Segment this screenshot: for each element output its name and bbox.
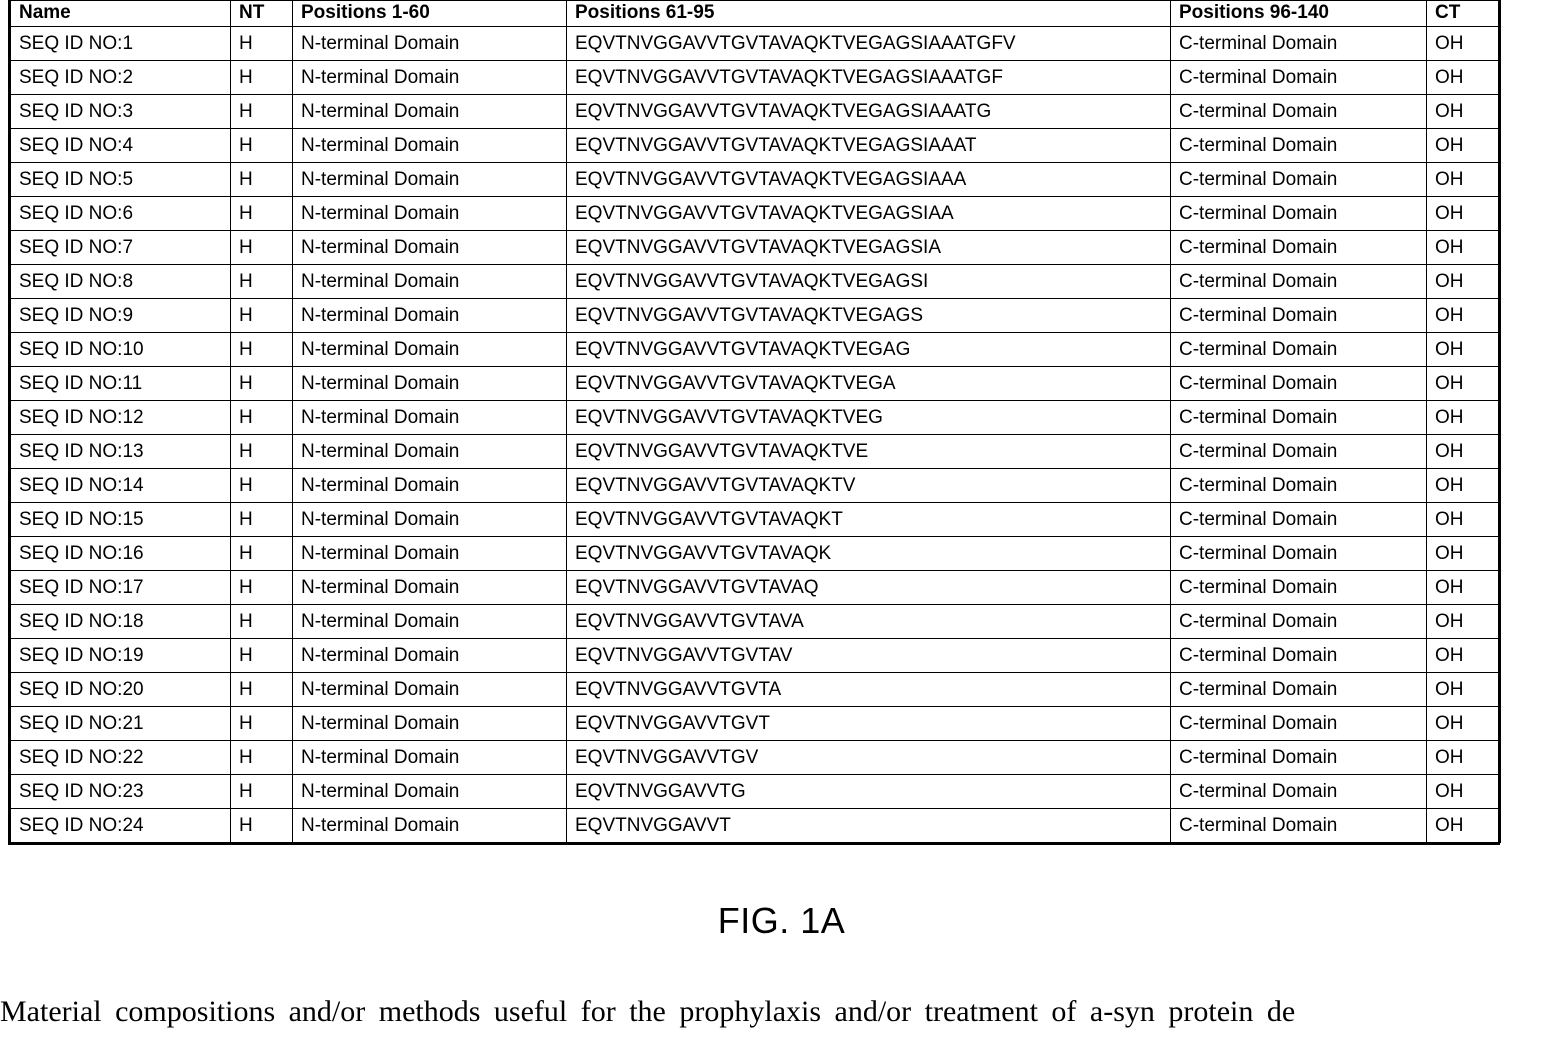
table-header-row (11, 1, 1501, 27)
cell-positions-61-95: EQVTNVGGAVVTGVTAVAQKTVEGAGSIAA (567, 197, 1171, 231)
cell-positions-96-140: C-terminal Domain (1171, 163, 1427, 197)
column-header-positions-96-140: Positions 96-140 (1171, 1, 1427, 27)
cell-positions-1-60: N-terminal Domain (293, 469, 567, 503)
cell-positions-1-60: N-terminal Domain (293, 605, 567, 639)
cell-positions-1-60: N-terminal Domain (293, 571, 567, 605)
cell-name: SEQ ID NO:8 (11, 265, 231, 299)
cell-nt: H (231, 809, 293, 843)
cell-ct: OH (1427, 95, 1501, 129)
cell-ct: OH (1427, 163, 1501, 197)
cell-ct: OH (1427, 435, 1501, 469)
cell-positions-1-60: N-terminal Domain (293, 673, 567, 707)
table-row (11, 571, 1501, 605)
table-row (11, 639, 1501, 673)
cell-name: SEQ ID NO:15 (11, 503, 231, 537)
cell-ct: OH (1427, 639, 1501, 673)
cell-positions-61-95: EQVTNVGGAVVT (567, 809, 1171, 843)
cell-positions-61-95: EQVTNVGGAVVTGVTAVAQKTVEG (567, 401, 1171, 435)
cell-nt: H (231, 741, 293, 775)
cell-ct: OH (1427, 503, 1501, 537)
cell-positions-96-140: C-terminal Domain (1171, 231, 1427, 265)
table-row (11, 741, 1501, 775)
cell-nt: H (231, 129, 293, 163)
cell-name: SEQ ID NO:12 (11, 401, 231, 435)
cell-name: SEQ ID NO:17 (11, 571, 231, 605)
cell-positions-61-95: EQVTNVGGAVVTGVTAVAQKTVEGAGSIAAATGFV (567, 27, 1171, 61)
cell-positions-1-60: N-terminal Domain (293, 231, 567, 265)
cell-positions-96-140: C-terminal Domain (1171, 265, 1427, 299)
cell-positions-1-60: N-terminal Domain (293, 61, 567, 95)
cell-name: SEQ ID NO:5 (11, 163, 231, 197)
cell-nt: H (231, 673, 293, 707)
cell-positions-1-60: N-terminal Domain (293, 367, 567, 401)
table-row (11, 503, 1501, 537)
cell-name: SEQ ID NO:6 (11, 197, 231, 231)
cell-ct: OH (1427, 299, 1501, 333)
cell-positions-1-60: N-terminal Domain (293, 95, 567, 129)
table-row (11, 129, 1501, 163)
cell-positions-1-60: N-terminal Domain (293, 707, 567, 741)
cell-ct: OH (1427, 61, 1501, 95)
table-row (11, 61, 1501, 95)
table-row (11, 367, 1501, 401)
cell-name: SEQ ID NO:10 (11, 333, 231, 367)
cell-positions-96-140: C-terminal Domain (1171, 639, 1427, 673)
cell-ct: OH (1427, 129, 1501, 163)
cell-nt: H (231, 707, 293, 741)
cell-name: SEQ ID NO:23 (11, 775, 231, 809)
cell-positions-61-95: EQVTNVGGAVVTGVT (567, 707, 1171, 741)
cell-positions-61-95: EQVTNVGGAVVTGVTAV (567, 639, 1171, 673)
cell-positions-1-60: N-terminal Domain (293, 333, 567, 367)
cell-positions-61-95: EQVTNVGGAVVTGV (567, 741, 1171, 775)
cell-positions-1-60: N-terminal Domain (293, 503, 567, 537)
cell-positions-61-95: EQVTNVGGAVVTGVTAVAQKT (567, 503, 1171, 537)
cell-nt: H (231, 639, 293, 673)
cell-nt: H (231, 333, 293, 367)
cell-name: SEQ ID NO:1 (11, 27, 231, 61)
cell-positions-96-140: C-terminal Domain (1171, 367, 1427, 401)
cell-nt: H (231, 27, 293, 61)
cell-nt: H (231, 775, 293, 809)
cell-positions-1-60: N-terminal Domain (293, 401, 567, 435)
cell-name: SEQ ID NO:19 (11, 639, 231, 673)
cell-nt: H (231, 265, 293, 299)
figure-caption: FIG. 1A (717, 900, 846, 941)
cell-positions-96-140: C-terminal Domain (1171, 27, 1427, 61)
cell-positions-96-140: C-terminal Domain (1171, 299, 1427, 333)
table-row (11, 469, 1501, 503)
column-header-positions-61-95: Positions 61-95 (567, 1, 1171, 27)
column-header-name: Name (11, 1, 231, 27)
cell-positions-61-95: EQVTNVGGAVVTGVTAVAQKTVEGAGSIAAATGF (567, 61, 1171, 95)
cell-name: SEQ ID NO:24 (11, 809, 231, 843)
cell-positions-96-140: C-terminal Domain (1171, 401, 1427, 435)
cell-positions-96-140: C-terminal Domain (1171, 673, 1427, 707)
cell-ct: OH (1427, 775, 1501, 809)
cell-ct: OH (1427, 605, 1501, 639)
cell-positions-1-60: N-terminal Domain (293, 129, 567, 163)
cell-ct: OH (1427, 809, 1501, 843)
cell-positions-61-95: EQVTNVGGAVVTGVTAVAQKTV (567, 469, 1171, 503)
cell-positions-61-95: EQVTNVGGAVVTGVTAVAQKTVEGA (567, 367, 1171, 401)
cell-positions-96-140: C-terminal Domain (1171, 129, 1427, 163)
sequence-table-container (8, 0, 1500, 845)
cell-positions-1-60: N-terminal Domain (293, 741, 567, 775)
cell-ct: OH (1427, 231, 1501, 265)
cell-positions-1-60: N-terminal Domain (293, 435, 567, 469)
cell-positions-96-140: C-terminal Domain (1171, 707, 1427, 741)
cell-positions-96-140: C-terminal Domain (1171, 571, 1427, 605)
cell-ct: OH (1427, 571, 1501, 605)
cell-positions-1-60: N-terminal Domain (293, 809, 567, 843)
table-body (11, 27, 1501, 843)
cell-nt: H (231, 469, 293, 503)
cell-positions-96-140: C-terminal Domain (1171, 537, 1427, 571)
cell-ct: OH (1427, 707, 1501, 741)
cell-name: SEQ ID NO:16 (11, 537, 231, 571)
cell-nt: H (231, 503, 293, 537)
cell-positions-61-95: EQVTNVGGAVVTGVTAVAQKTVEGAGSIAAA (567, 163, 1171, 197)
cell-name: SEQ ID NO:4 (11, 129, 231, 163)
table-row (11, 809, 1501, 843)
cell-name: SEQ ID NO:13 (11, 435, 231, 469)
cell-nt: H (231, 435, 293, 469)
cell-positions-96-140: C-terminal Domain (1171, 333, 1427, 367)
cell-positions-61-95: EQVTNVGGAVVTGVTAVA (567, 605, 1171, 639)
cell-positions-1-60: N-terminal Domain (293, 299, 567, 333)
cell-positions-1-60: N-terminal Domain (293, 27, 567, 61)
cell-positions-1-60: N-terminal Domain (293, 537, 567, 571)
cell-positions-1-60: N-terminal Domain (293, 775, 567, 809)
cell-positions-96-140: C-terminal Domain (1171, 809, 1427, 843)
table-row (11, 265, 1501, 299)
cell-nt: H (231, 367, 293, 401)
cell-nt: H (231, 95, 293, 129)
table-row (11, 435, 1501, 469)
cell-ct: OH (1427, 367, 1501, 401)
cell-nt: H (231, 231, 293, 265)
cell-positions-61-95: EQVTNVGGAVVTGVTAVAQKTVEGAG (567, 333, 1171, 367)
cell-positions-1-60: N-terminal Domain (293, 639, 567, 673)
table-row (11, 605, 1501, 639)
cell-positions-96-140: C-terminal Domain (1171, 469, 1427, 503)
cell-positions-61-95: EQVTNVGGAVVTGVTAVAQK (567, 537, 1171, 571)
cell-nt: H (231, 537, 293, 571)
cell-nt: H (231, 401, 293, 435)
cell-ct: OH (1427, 265, 1501, 299)
cell-positions-61-95: EQVTNVGGAVVTGVTAVAQ (567, 571, 1171, 605)
cell-positions-61-95: EQVTNVGGAVVTGVTAVAQKTVEGAGSIA (567, 231, 1171, 265)
cell-positions-96-140: C-terminal Domain (1171, 503, 1427, 537)
cell-ct: OH (1427, 333, 1501, 367)
sequence-table (10, 0, 1501, 843)
cell-positions-96-140: C-terminal Domain (1171, 605, 1427, 639)
cell-positions-61-95: EQVTNVGGAVVTGVTAVAQKTVE (567, 435, 1171, 469)
table-row (11, 231, 1501, 265)
cell-ct: OH (1427, 27, 1501, 61)
cell-name: SEQ ID NO:21 (11, 707, 231, 741)
body-paragraph: Material compositions and/or methods useful for the prophylaxis and/or treatment of a-syn protein de (0, 995, 1296, 1028)
column-header-nt: NT (231, 1, 293, 27)
table-row (11, 707, 1501, 741)
cell-positions-96-140: C-terminal Domain (1171, 95, 1427, 129)
table-row (11, 333, 1501, 367)
cell-nt: H (231, 571, 293, 605)
cell-name: SEQ ID NO:7 (11, 231, 231, 265)
table-row (11, 775, 1501, 809)
column-header-ct: CT (1427, 1, 1501, 27)
cell-nt: H (231, 605, 293, 639)
cell-positions-61-95: EQVTNVGGAVVTGVTAVAQKTVEGAGS (567, 299, 1171, 333)
cell-positions-61-95: EQVTNVGGAVVTGVTAVAQKTVEGAGSI (567, 265, 1171, 299)
table-row (11, 673, 1501, 707)
cell-nt: H (231, 163, 293, 197)
cell-name: SEQ ID NO:14 (11, 469, 231, 503)
cell-positions-96-140: C-terminal Domain (1171, 741, 1427, 775)
column-header-positions-1-60: Positions 1-60 (293, 1, 567, 27)
table-header (11, 1, 1501, 27)
cell-name: SEQ ID NO:3 (11, 95, 231, 129)
table-row (11, 401, 1501, 435)
cell-ct: OH (1427, 741, 1501, 775)
cell-positions-96-140: C-terminal Domain (1171, 197, 1427, 231)
cell-name: SEQ ID NO:18 (11, 605, 231, 639)
cell-name: SEQ ID NO:9 (11, 299, 231, 333)
cell-ct: OH (1427, 197, 1501, 231)
cell-positions-61-95: EQVTNVGGAVVTGVTAVAQKTVEGAGSIAAAT (567, 129, 1171, 163)
cell-positions-61-95: EQVTNVGGAVVTGVTAVAQKTVEGAGSIAAATG (567, 95, 1171, 129)
cell-ct: OH (1427, 673, 1501, 707)
cell-nt: H (231, 197, 293, 231)
cell-nt: H (231, 299, 293, 333)
cell-ct: OH (1427, 469, 1501, 503)
cell-ct: OH (1427, 401, 1501, 435)
cell-positions-1-60: N-terminal Domain (293, 163, 567, 197)
cell-name: SEQ ID NO:11 (11, 367, 231, 401)
cell-name: SEQ ID NO:20 (11, 673, 231, 707)
cell-nt: H (231, 61, 293, 95)
table-row (11, 299, 1501, 333)
table-row (11, 197, 1501, 231)
cell-positions-96-140: C-terminal Domain (1171, 435, 1427, 469)
table-row (11, 537, 1501, 571)
table-row (11, 163, 1501, 197)
cell-positions-96-140: C-terminal Domain (1171, 61, 1427, 95)
table-row (11, 95, 1501, 129)
cell-name: SEQ ID NO:2 (11, 61, 231, 95)
cell-positions-61-95: EQVTNVGGAVVTG (567, 775, 1171, 809)
cell-name: SEQ ID NO:22 (11, 741, 231, 775)
cell-ct: OH (1427, 537, 1501, 571)
table-row (11, 27, 1501, 61)
cell-positions-1-60: N-terminal Domain (293, 197, 567, 231)
cell-positions-61-95: EQVTNVGGAVVTGVTA (567, 673, 1171, 707)
cell-positions-1-60: N-terminal Domain (293, 265, 567, 299)
cell-positions-96-140: C-terminal Domain (1171, 775, 1427, 809)
